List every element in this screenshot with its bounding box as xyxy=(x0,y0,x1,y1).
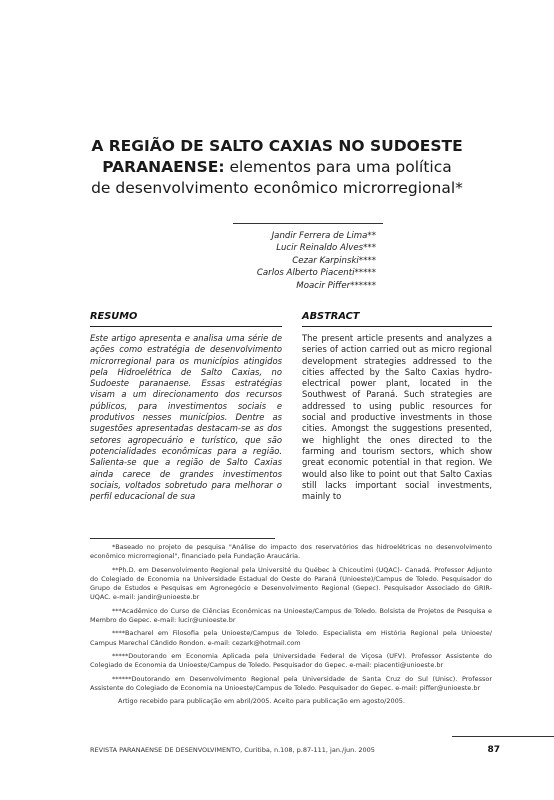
abstract-heading: ABSTRACT xyxy=(302,311,360,322)
article-title xyxy=(20,136,534,199)
title-line-2-bold: PARANAENSE: xyxy=(102,158,225,176)
abstract-section xyxy=(302,311,492,502)
page-footer xyxy=(90,745,500,755)
page-number: 87 xyxy=(487,745,500,755)
abstract-text: The present article presents and analyzes a series of action carried out as micro regional development strategies addressed to the cities affected by the Salto Caxias hydro-electrical power plant, located in the Southwest of Paraná. Such strategies are addressed to using public resources for social and productive investments in those cities. Amongst the suggestions presented, we highlight the ones directed to the farming and tourism sectors, which show great economic potential in that region. We would also like to point out that Salto Caxias still lacks important social investments, mainly to xyxy=(302,333,492,502)
footnote: ***Acadêmico do Curso de Ciências Econômicas na Unioeste/Campus de Toledo. Bolsista de Projetos de Pesquisa e Membro do Gepec. e-mail: lucir@unioeste.br xyxy=(90,606,492,625)
title-line-2 xyxy=(20,157,534,178)
author-name: Carlos Alberto Piacenti***** xyxy=(256,268,376,279)
author-name: Lucir Reinaldo Alves*** xyxy=(276,243,376,254)
abstract-divider xyxy=(302,326,492,327)
journal-citation: REVISTA PARANAENSE DE DESENVOLVIMENTO, Curitiba, n.108, p.87-111, jan./jun. 2005 xyxy=(90,746,375,754)
footnote: *****Doutorando em Economia Aplicada pela Universidade Federal de Viçosa (UFV). Professor Assistente do Colegiado de Economia da Unioeste/Campus de Toledo. Pesquisador do Gepec. e-mail: piacenti@unioeste.br xyxy=(90,651,492,670)
author-name: Moacir Piffer****** xyxy=(296,280,376,291)
author-name: Cezar Karpinski**** xyxy=(292,255,376,266)
title-line-3: de desenvolvimento econômico microrregional* xyxy=(91,179,463,197)
authors-divider xyxy=(233,223,383,224)
footnotes xyxy=(90,543,492,710)
resumo-text: Este artigo apresenta e analisa uma série de ações como estratégia de desenvolvimento microrregional para os municípios atingidos pela Hidroelétrica de Salto Caxias, no Sudoeste paranaense. Essas estratégias visam a um direcionamento dos recursos públicos, para investimentos sociais e produtivos nesses municípios. Dentre as sugestões apresentadas destacam-se as dos setores agropecuário e turístico, que são potencialidades econômicas para a região. Salienta-se que a região de Salto Caxias ainda carece de grandes investimentos sociais, voltados sobretudo para melhorar o perfil educacional de sua xyxy=(90,333,282,502)
footnotes-divider xyxy=(90,538,275,539)
received-note: Artigo recebido para publicação em abril/2005. Aceito para publicação em agosto/2005. xyxy=(118,697,405,706)
resumo-divider xyxy=(90,326,282,327)
author-name: Jandir Ferrera de Lima** xyxy=(271,231,376,241)
footnote: ****Bacharel em Filosofia pela Unioeste/Campus de Toledo. Especialista em História Regional pela Unioeste/ Campus Marechal Cândido Rondon. e-mail: cezark@hotmail.com xyxy=(90,629,492,647)
title-line-2-rest: elementos para uma política xyxy=(224,158,452,176)
footer-divider xyxy=(452,736,554,737)
resumo-section xyxy=(90,311,282,502)
footnote: ******Doutorando em Desenvolvimento Regional pela Universidade de Santa Cruz do Sul (Unisc). Professor Assistente do Colegiado de Economia na Unioeste/Campus de Toledo. Pesquisador do Gepec. e-mail: piffer@unioeste.br xyxy=(90,674,492,692)
title-line-1: A REGIÃO DE SALTO CAXIAS NO SUDOESTE xyxy=(91,137,463,155)
resumo-heading: RESUMO xyxy=(90,311,138,322)
footnote: **Ph.D. em Desenvolvimento Regional pela Université du Québec à Chicoutimi (UQAC)- Canadá. Professor Adjunto do Colegiado de Economia na Universidade Estadual do Oeste do Paraná (Unioeste)/Campus de Toledo. Pesquisador do Grupo de Estudos e Pesquisas em Agronegócio e Desenvolvimento Regional (Gepec). Pesquisador Associado do GRIR-UQAC. e-mail: jandir@unioeste.br xyxy=(90,565,492,602)
author-list xyxy=(150,230,376,292)
footnote: *Baseado no projeto de pesquisa "Análise do impacto dos reservatórios das hidroelétricas no desenvolvimento econômico microrregional", financiado pela Fundação Araucária. xyxy=(90,543,492,561)
